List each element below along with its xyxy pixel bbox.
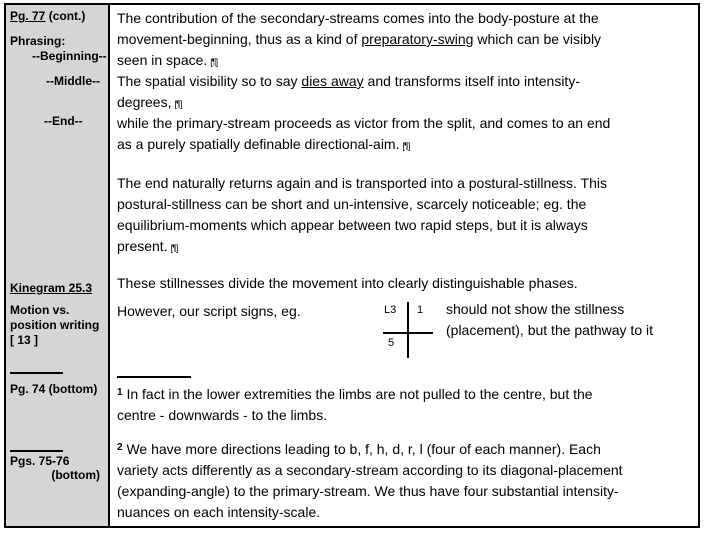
phrasing-middle-label: --Middle-- — [46, 74, 100, 88]
page-reference-77 — [10, 9, 85, 24]
page-reference-75-76: Pgs. 75-76 — [10, 454, 70, 468]
text-line: variety acts differently as a secondary-stream according to its diagonal-placement — [117, 462, 623, 478]
text-segment: present. — [117, 238, 168, 254]
text-line: should not show the stillness — [446, 301, 625, 317]
phrasing-end-label: --End-- — [44, 114, 83, 128]
text-line: These stillnesses divide the movement into clearly distinguishable phases. — [117, 275, 578, 291]
paragraph-mark-icon: [¶] — [174, 99, 182, 109]
footnote-2-number: 2 — [117, 442, 123, 453]
text-line: centre - downwards - to the limbs. — [117, 407, 328, 423]
text-line: (expanding-angle) to the primary-stream. We thus have four substantial intensity- — [117, 483, 619, 499]
text-segment: which can be visibly — [473, 31, 602, 47]
footnote-1-number: 1 — [117, 387, 123, 398]
script-signs-lead-text: However, our script signs, eg. — [117, 303, 301, 319]
text-segment: movement-beginning, thus as a kind of — [117, 31, 362, 47]
text-line: (placement), but the pathway to it — [446, 322, 653, 338]
text-line: The contribution of the secondary-streams comes into the body-posture at the — [117, 10, 599, 26]
sidebar-divider-rule-1 — [10, 372, 63, 374]
paragraph-postural-stillness — [117, 173, 607, 257]
text-line — [117, 71, 580, 92]
paragraph-end — [117, 113, 610, 155]
text-segment: and transforms itself into intensity- — [363, 73, 580, 89]
paragraph-mark-icon: [¶] — [402, 141, 410, 151]
text-line — [117, 236, 607, 257]
document-table — [4, 3, 700, 528]
margin-sidebar — [6, 5, 110, 526]
page-reference-74: Pg. 74 (bottom) — [10, 382, 98, 396]
footnote-2 — [117, 439, 623, 523]
underlined-term: dies away — [301, 73, 364, 89]
sidebar-divider-rule-2 — [10, 450, 63, 452]
phrasing-heading: Phrasing: — [10, 34, 66, 48]
text-segment: We have more directions leading to b, f, h, d, r, l (four of each manner). Each — [122, 441, 601, 457]
text-line: nuances on each intensity-scale. — [117, 504, 321, 520]
paragraph-middle — [117, 71, 580, 113]
text-segment: as a purely spatially definable directional-aim. — [117, 136, 400, 152]
text-line: equilibrium-moments which appear between two rapid steps, but it is always — [117, 217, 588, 233]
underlined-term: preparatory-swing — [361, 31, 474, 47]
motion-vs-position-line2: position writing — [10, 318, 100, 332]
text-segment: In fact in the lower extremities the limbs are not pulled to the centre, but the — [122, 386, 593, 402]
motion-vs-position-line1: Motion vs. — [10, 303, 70, 317]
sign-label-5: 5 — [388, 337, 395, 349]
paragraph-stillnesses — [117, 273, 578, 294]
text-segment: The spatial visibility so to say — [117, 73, 302, 89]
text-line — [117, 29, 601, 50]
paragraph-mark-icon: [¶] — [210, 57, 218, 67]
text-line — [117, 134, 610, 155]
text-segment: seen in space. — [117, 52, 208, 68]
page-77-cont: (cont.) — [45, 9, 86, 23]
citation-13: [ 13 ] — [10, 333, 39, 347]
sign-label-1: 1 — [417, 304, 424, 316]
text-segment: degrees, — [117, 94, 172, 110]
kinegram-sign-diagram — [382, 300, 436, 362]
text-line: while the primary-stream proceeds as victor from the split, and comes to an end — [117, 115, 611, 131]
cross-horizontal-stroke — [383, 332, 433, 334]
text-line — [117, 92, 580, 113]
cross-vertical-stroke — [407, 302, 409, 358]
text-line: The end naturally returns again and is transported into a postural-stillness. This — [117, 175, 608, 191]
text-line — [117, 439, 623, 460]
kinegram-reference: Kinegram 25.3 — [10, 281, 93, 295]
paragraph-beginning — [117, 8, 601, 71]
page-reference-75-76-bottom: (bottom) — [51, 468, 100, 482]
text-line — [117, 384, 593, 405]
footnote-separator-rule — [117, 376, 191, 378]
phrasing-beginning-label: --Beginning-- — [32, 49, 107, 63]
script-signs-right-text — [446, 299, 653, 341]
footnote-1 — [117, 384, 593, 426]
body-text-column — [110, 5, 698, 526]
sign-label-l3: L3 — [384, 304, 397, 316]
text-line: postural-stillness can be short and un-intensive, scarcely noticeable; eg. the — [117, 196, 587, 212]
paragraph-mark-icon: [¶] — [170, 243, 178, 253]
text-line — [117, 50, 601, 71]
page-77-link: Pg. 77 — [10, 9, 46, 23]
